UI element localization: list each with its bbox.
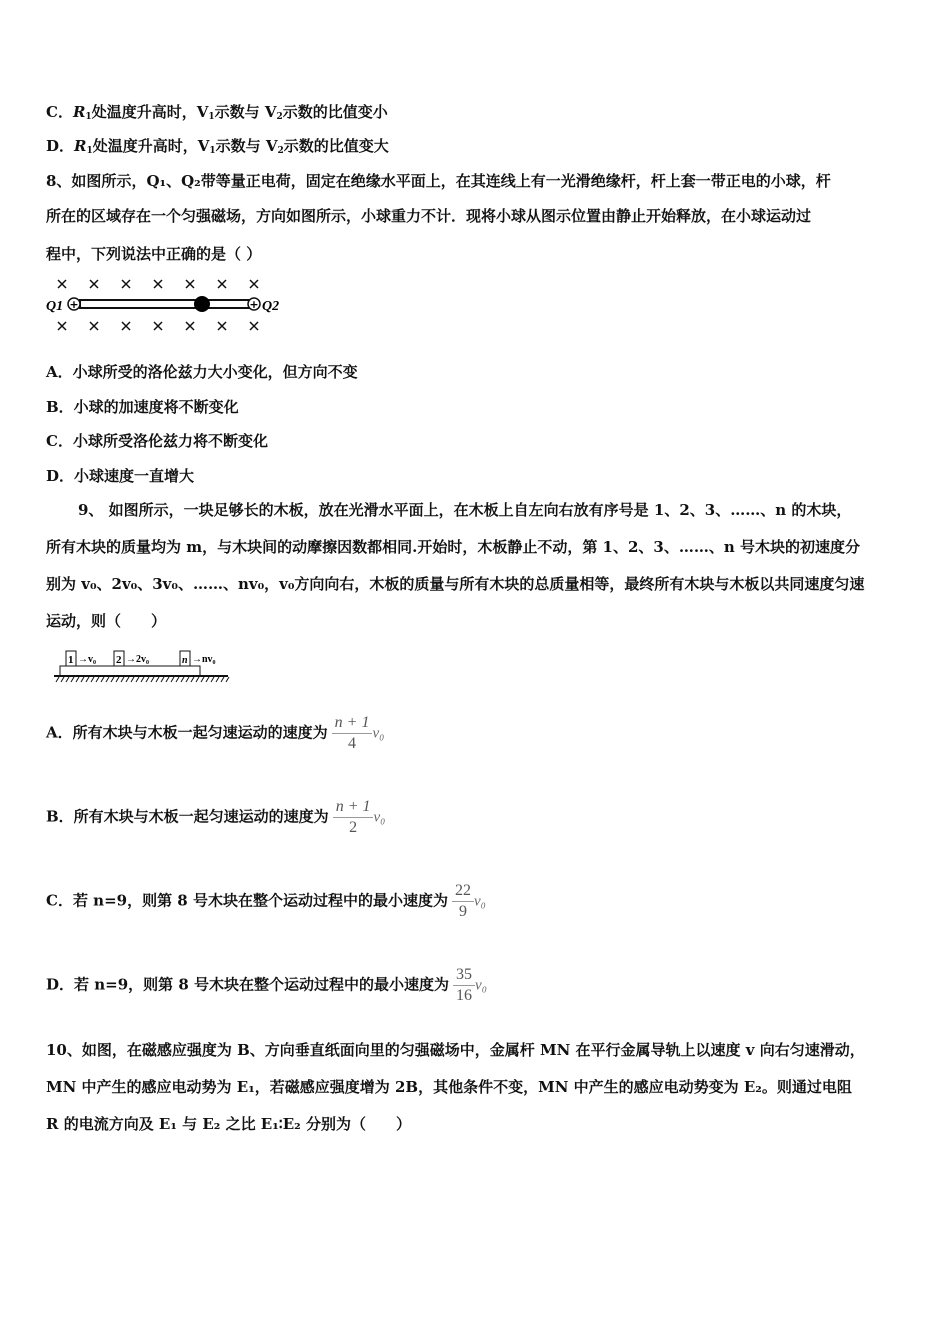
svg-text:→v₀: →v₀: [78, 654, 96, 665]
ground-hatch: [186, 677, 189, 682]
q8-option-a: A．小球所受的洛伦兹力大小变化，但方向不变: [46, 363, 358, 381]
insulating-rod: [80, 300, 252, 308]
q9-option-d: D．若 n=9，则第 8 号木块在整个运动过程中的最小速度为 $\frac{35}{16}$ v₀: [46, 966, 487, 1004]
ground-hatch: [201, 677, 204, 682]
svg-text:1: 1: [68, 654, 74, 666]
fraction: $\frac{n + 1}{2}$: [333, 797, 374, 838]
ground-hatch: [196, 677, 199, 682]
q9-stem-line: 9、 如图所示，一块足够长的木板，放在光滑水平面上，在木板上自左向右放有序号是 1、2、3、……、n 的木块，: [78, 501, 852, 519]
q9-option-a: A．所有木块与木板一起匀速运动的速度为 $\frac{n + 1}{4}$ v₀: [46, 714, 385, 752]
ground-hatch: [61, 677, 64, 682]
ground-hatch: [151, 677, 154, 682]
ground-hatch: [71, 677, 74, 682]
q7-option-c: C．$R_1$处温度升高时，$V_1$示数与 $V_2$示数的比值变小: [46, 103, 388, 122]
q2-label: Q2: [262, 299, 280, 314]
ground-hatch: [111, 677, 114, 682]
fraction: $\frac{n + 1}{4}$: [332, 713, 373, 754]
ground-hatch: [121, 677, 124, 682]
svg-text:+: +: [69, 298, 79, 311]
ground-hatch: [206, 677, 209, 682]
svg-text:n: n: [182, 655, 188, 666]
q8-stem-line: 程中，下列说法中正确的是（ ）: [46, 245, 262, 263]
ground-hatch: [81, 677, 84, 682]
ground-hatch: [116, 677, 119, 682]
ground-hatch: [181, 677, 184, 682]
fraction: $\frac{35}{16}$: [453, 965, 475, 1006]
ground-hatch: [211, 677, 214, 682]
ground-hatch: [126, 677, 129, 682]
ground-hatch: [161, 677, 164, 682]
ground-hatch: [171, 677, 174, 682]
ground-hatch: [146, 677, 149, 682]
ground-hatch: [191, 677, 194, 682]
ground-hatch: [96, 677, 99, 682]
ground-hatch: [101, 677, 104, 682]
q8-stem-line: 8、如图所示，Q₁、Q₂带等量正电荷，固定在绝缘水平面上，在其连线上有一光滑绝缘杆，杆上套一带正电的小球，杆: [46, 172, 831, 190]
ground-hatch: [141, 677, 144, 682]
ground-hatch: [226, 677, 229, 682]
ground-hatch: [56, 677, 59, 682]
svg-text:+: +: [249, 298, 259, 311]
q1-label: Q1: [46, 299, 64, 314]
q9-option-c: C．若 n=9，则第 8 号木块在整个运动过程中的最小速度为 $\frac{22}{9}$ v₀: [46, 882, 486, 920]
q8-magnetic-field-figure: [44, 274, 284, 334]
q8-option-d: D．小球速度一直增大: [46, 467, 195, 485]
ground-hatch: [221, 677, 224, 682]
svg-text:→2v₀: →2v₀: [126, 654, 149, 665]
board: [60, 666, 200, 676]
q10-stem-line: R 的电流方向及 E₁ 与 E₂ 之比 E₁∶E₂ 分别为（ ）: [46, 1115, 411, 1133]
q7-option-d: D．$R_1$处温度升高时，$V_1$示数与 $V_2$示数的比值变大: [46, 137, 389, 156]
q10-stem-line: 10、如图，在磁感应强度为 B、方向垂直纸面向里的匀强磁场中，金属杆 MN 在平行金属导轨上以速度 v 向右匀速滑动，: [46, 1041, 865, 1059]
charged-ball: [194, 296, 210, 312]
q8-option-c: C．小球所受洛伦兹力将不断变化: [46, 432, 268, 450]
ground-hatch: [106, 677, 109, 682]
ground-hatch: [156, 677, 159, 682]
ground-hatch: [91, 677, 94, 682]
q9-option-b: B．所有木块与木板一起匀速运动的速度为 $\frac{n + 1}{2}$ v₀: [46, 798, 386, 836]
q8-stem-line: 所在的区域存在一个匀强磁场，方向如图所示，小球重力不计．现将小球从图示位置由静止开始释放，在小球运动过: [46, 207, 812, 225]
q9-stem-line: 运动，则（ ）: [46, 612, 167, 630]
svg-text:2: 2: [116, 654, 122, 666]
ground-hatch: [216, 677, 219, 682]
ground-hatch: [66, 677, 69, 682]
svg-text:→nv₀: →nv₀: [192, 654, 216, 665]
ground-hatch: [76, 677, 79, 682]
ground-hatch: [166, 677, 169, 682]
q10-stem-line: MN 中产生的感应电动势为 E₁，若磁感应强度增为 2B，其他条件不变，MN 中产生的感应电动势变为 E₂。则通过电阻: [46, 1078, 852, 1096]
fraction: $\frac{22}{9}$: [452, 881, 474, 922]
ground-hatch: [136, 677, 139, 682]
q8-option-b: B．小球的加速度将不断变化: [46, 398, 239, 416]
ground-hatch: [131, 677, 134, 682]
ground-hatch: [86, 677, 89, 682]
q9-stem-line: 别为 v₀、2v₀、3v₀、……、nv₀，v₀方向向右，木板的质量与所有木块的总质量相等，最终所有木块与木板以共同速度匀速: [46, 575, 865, 593]
ground-hatch: [176, 677, 179, 682]
q9-blocks-figure: [50, 648, 240, 688]
q9-stem-line: 所有木块的质量均为 m，与木块间的动摩擦因数都相同.开始时，木板静止不动，第 1、2、3、……、n 号木块的初速度分: [46, 538, 860, 556]
